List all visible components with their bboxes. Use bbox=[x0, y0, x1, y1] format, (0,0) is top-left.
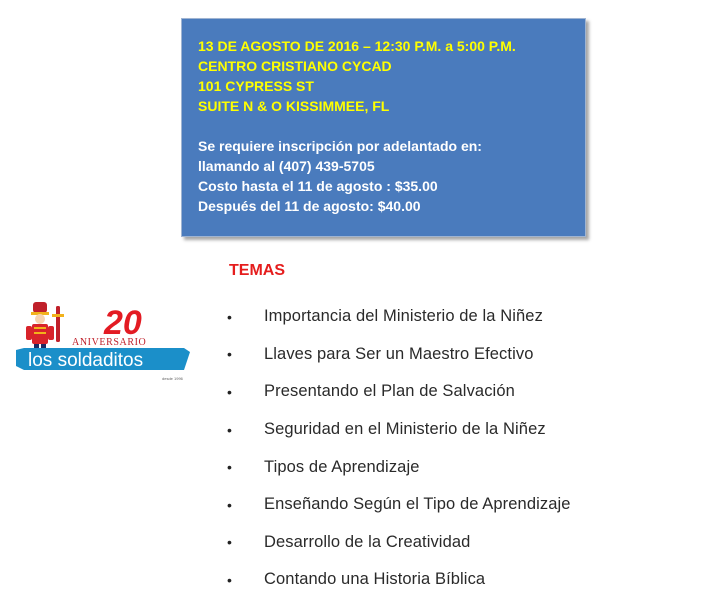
list-item bbox=[224, 336, 704, 374]
list-item bbox=[224, 486, 704, 524]
registration-phone: llamando al (407) 439-5705 bbox=[198, 158, 375, 174]
bullet-icon: • bbox=[227, 308, 232, 325]
bullet-icon: • bbox=[227, 571, 232, 588]
list-item bbox=[224, 298, 704, 336]
list-item bbox=[224, 448, 704, 486]
bullet-icon: • bbox=[227, 421, 232, 438]
topic-text: Tipos de Aprendizaje bbox=[264, 457, 420, 476]
list-item bbox=[224, 524, 704, 562]
temas-title: TEMAS bbox=[229, 262, 285, 279]
registration-note: Se requiere inscripción por adelantado en: bbox=[198, 138, 482, 154]
topic-text: Desarrollo de la Creatividad bbox=[264, 532, 471, 551]
event-street: 101 CYPRESS ST bbox=[198, 78, 314, 94]
bullet-icon: • bbox=[227, 459, 232, 476]
topic-text: Llaves para Ser un Maestro Efectivo bbox=[264, 344, 534, 363]
topic-text: Presentando el Plan de Salvación bbox=[264, 382, 515, 401]
late-cost: Después del 11 de agosto: $40.00 bbox=[198, 198, 421, 214]
early-cost: Costo hasta el 11 de agosto : $35.00 bbox=[198, 178, 438, 194]
anniversary-label: ANIVERSARIO bbox=[72, 337, 147, 348]
topic-text: Seguridad en el Ministerio de la Niñez bbox=[264, 420, 546, 439]
topic-text: Importancia del Ministerio de la Niñez bbox=[264, 307, 543, 326]
list-item bbox=[224, 373, 704, 411]
event-venue: CENTRO CRISTIANO CYCAD bbox=[198, 58, 392, 74]
event-date: 13 DE AGOSTO DE 2016 – 12:30 P.M. a 5:00 P.M. bbox=[198, 38, 516, 54]
info-spacer bbox=[198, 116, 569, 136]
logo-name: los soldaditos bbox=[28, 350, 144, 371]
anniversary-number: 20 bbox=[104, 304, 142, 342]
soldaditos-logo bbox=[12, 296, 192, 388]
list-item bbox=[224, 561, 704, 599]
bullet-icon: • bbox=[227, 346, 232, 363]
topics-list bbox=[224, 298, 704, 599]
topic-text: Enseñando Según el Tipo de Aprendizaje bbox=[264, 495, 571, 514]
bullet-icon: • bbox=[227, 383, 232, 400]
list-item bbox=[224, 411, 704, 449]
bullet-icon: • bbox=[227, 534, 232, 551]
toy-soldier-icon bbox=[26, 302, 64, 352]
logo-small-text: desde 1996 bbox=[162, 376, 183, 381]
event-info-box bbox=[181, 18, 586, 237]
event-suite-city: SUITE N & O KISSIMMEE, FL bbox=[198, 98, 390, 114]
topic-text: Contando una Historia Bíblica bbox=[264, 570, 486, 589]
bullet-icon: • bbox=[227, 496, 232, 513]
